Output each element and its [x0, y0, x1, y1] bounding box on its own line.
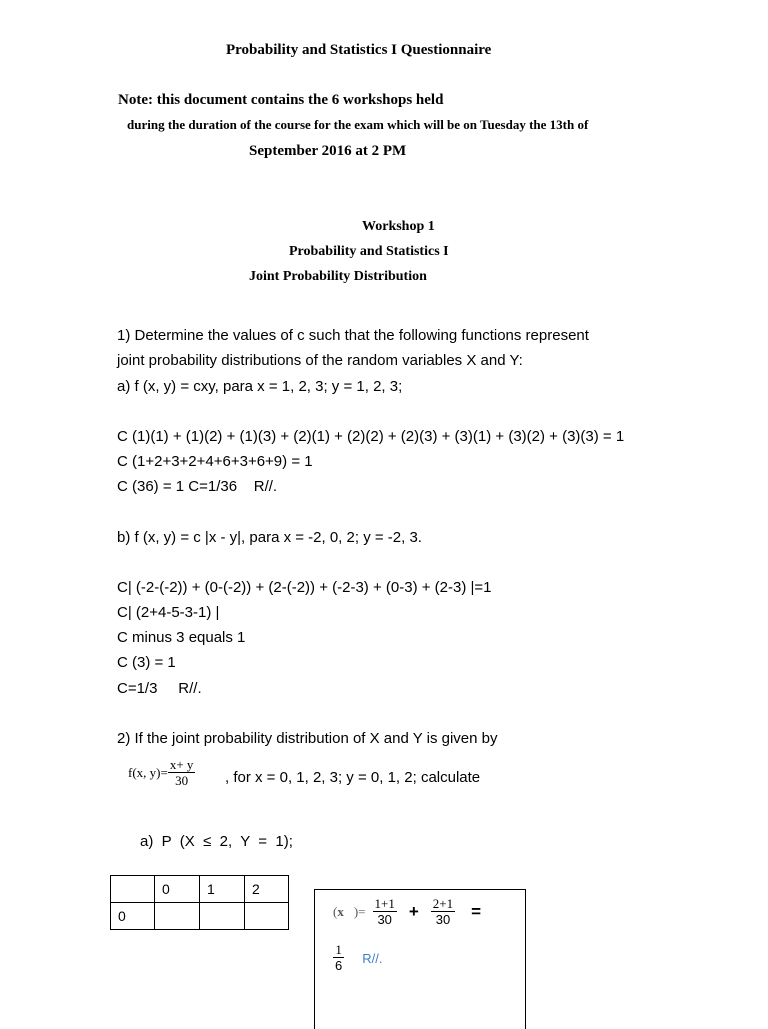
document-title: Probability and Statistics I Questionnaire — [226, 42, 492, 58]
q1-part-a: a) f (x, y) = cxy, para x = 1, 2, 3; y = 1, 2, 3; — [117, 378, 403, 395]
q1-b-solution-5: C=1/3 R//. — [117, 680, 202, 697]
q2-part-a: a) P (X ≤ 2, Y = 1); — [140, 833, 293, 850]
table-cell — [111, 876, 155, 903]
formula-lhs: f(x, y)= — [128, 765, 168, 780]
formula-denominator: 30 — [175, 773, 189, 788]
table-cell — [200, 903, 245, 930]
note-line-3: September 2016 at 2 PM — [249, 143, 407, 159]
table-cell — [245, 903, 289, 930]
answer-prefix-close: )= — [353, 904, 366, 919]
note-line-1: Note: this document contains the 6 workshops held — [118, 92, 444, 108]
table-cell: 0 — [111, 903, 155, 930]
table-row — [111, 903, 289, 930]
plus-sign: + — [408, 902, 419, 921]
workshop-course: Probability and Statistics I — [289, 244, 449, 259]
q1-a-solution-2: C (1+2+3+2+4+6+3+6+9) = 1 — [117, 453, 313, 470]
q2-formula — [128, 758, 195, 788]
q1-line-1: 1) Determine the values of c such that the following functions represent — [117, 327, 589, 344]
table-row — [111, 876, 289, 903]
probability-table — [110, 875, 289, 930]
result-fraction — [333, 943, 344, 973]
fraction-2-denominator: 30 — [435, 912, 451, 927]
answer-fraction-1 — [373, 897, 397, 927]
equals-sign: = — [471, 902, 482, 921]
workshop-topic: Joint Probability Distribution — [249, 269, 427, 284]
answer-fraction-2 — [431, 897, 455, 927]
q1-part-b: b) f (x, y) = c |x - y|, para x = -2, 0, 2; y = -2, 3. — [117, 529, 422, 546]
table-cell: 2 — [245, 876, 289, 903]
table-cell — [155, 903, 200, 930]
q1-b-solution-4: C (3) = 1 — [117, 654, 176, 671]
formula-numerator: x+ y — [169, 757, 194, 772]
answer-box — [314, 889, 526, 1029]
answer-equation — [333, 897, 481, 927]
answer-prefix-open: ( — [333, 904, 338, 919]
q1-b-solution-3: C minus 3 equals 1 — [117, 629, 246, 646]
q1-a-solution-3: C (36) = 1 C=1/36 R//. — [117, 478, 278, 495]
fraction-2-numerator: 2+1 — [432, 896, 454, 911]
result-denominator: 6 — [335, 958, 343, 973]
fraction-1-numerator: 1+1 — [374, 896, 395, 911]
answer-prefix-var: x — [337, 904, 344, 919]
result-numerator: 1 — [335, 942, 342, 957]
q2-line-1: 2) If the joint probability distribution of X and Y is given by — [117, 730, 498, 747]
workshop-label: Workshop 1 — [362, 219, 435, 234]
note-line-2: during the duration of the course for the exam which will be on Tuesday the 13th of — [127, 117, 589, 132]
formula-fraction — [168, 758, 196, 788]
q1-b-solution-2: C| (2+4-5-3-1) | — [117, 604, 220, 621]
table-cell: 0 — [155, 876, 200, 903]
q2-formula-domain: , for x = 0, 1, 2, 3; y = 0, 1, 2; calculate — [225, 769, 481, 786]
result-mark: R//. — [362, 950, 383, 966]
table-cell: 1 — [200, 876, 245, 903]
q1-b-solution-1: C| (-2-(-2)) + (0-(-2)) + (2-(-2)) + (-2-3) + (0-3) + (2-3) |=1 — [117, 579, 492, 596]
q1-line-2: joint probability distributions of the random variables X and Y: — [117, 352, 523, 369]
q1-a-solution-1: C (1)(1) + (1)(2) + (1)(3) + (2)(1) + (2)(2) + (2)(3) + (3)(1) + (3)(2) + (3)(3) = 1 — [117, 428, 625, 445]
fraction-1-denominator: 30 — [377, 912, 392, 927]
answer-result — [333, 943, 382, 973]
